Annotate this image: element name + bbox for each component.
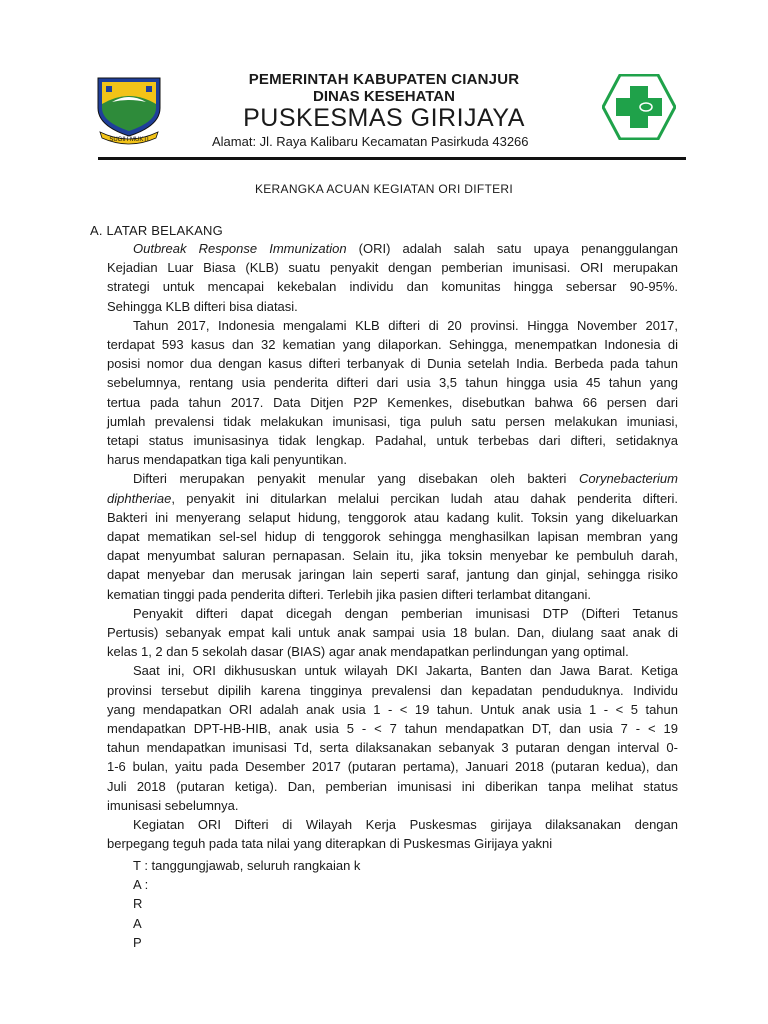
paragraph-line: Tahun 2017, Indonesia mengalami KLB difteri di 20 provinsi. Hingga November 2017, bbox=[133, 317, 678, 333]
values-list-item: R bbox=[133, 896, 143, 912]
paragraph-line: Sehingga KLB difteri bisa diatasi. bbox=[107, 298, 298, 314]
values-list-item: A bbox=[133, 915, 142, 931]
paragraph-line: 1-6 bulan, yaitu pada Desember 2017 (putaran pertama), Januari 2018 (putaran kedua), dan bbox=[107, 759, 678, 775]
paragraph-line: yang mendapatkan ORI adalah anak usia 1 - < 19 tahun. Untuk anak usia 1 - < 5 tahun bbox=[107, 701, 678, 717]
paragraph-line: dapat menyebar dan merusak jaringan lain seperti saraf, jantung dan ginjal, sehingga risiko bbox=[107, 567, 678, 583]
paragraph-line: dapat menyumbat saluran pernapasan. Selain itu, jika toksin menyebar ke pembuluh darah, bbox=[107, 548, 678, 564]
paragraph-line: berpegang teguh pada tata nilai yang diterapkan di Puskesmas Girijaya yakni bbox=[107, 836, 553, 852]
paragraph-line: jumlah prevalensi tidak melakukan imunisasi, tiga puluh satu persen melakukan imuniasi, bbox=[107, 413, 678, 429]
paragraph-line: Saat ini, ORI dikhususkan untuk wilayah DKI Jakarta, Banten dan Jawa Barat. Ketiga bbox=[133, 663, 678, 679]
paragraph bbox=[107, 661, 678, 815]
paragraph-line: provinsi tersebut dipilih karena tingginya prevalensi dan kepadatan penduduknya. Individu bbox=[107, 682, 678, 698]
paragraph bbox=[107, 239, 678, 316]
department-header: DINAS KESEHATAN bbox=[313, 88, 455, 105]
paragraph-line: sebelumnya, rentang usia penderita difteri dari usia 3,5 tahun hingga usia 45 tahun yang bbox=[107, 375, 678, 391]
paragraph-line: dapat mematikan sel-sel hidup di tenggorok sehingga menghasilkan lapisan membran yang bbox=[107, 529, 678, 545]
emblem-motto: SUGIH MUKTI bbox=[109, 137, 149, 143]
government-header: PEMERINTAH KABUPATEN CIANJUR bbox=[248, 71, 520, 88]
values-list-item: P bbox=[133, 934, 142, 950]
puskesmas-name: PUSKESMAS GIRIJAYA bbox=[243, 104, 525, 132]
values-list bbox=[133, 856, 360, 952]
paragraph-line: kematian tinggi pada penderita difteri. Terlebih jika pasien difteri terlambat ditangani. bbox=[107, 586, 591, 602]
paragraph-line: Pertusis) sebanyak empat kali untuk anak sampai usia 18 bulan. Dan, diulang saat anak di bbox=[107, 625, 678, 641]
body-text bbox=[107, 239, 678, 854]
values-list-item: A : bbox=[133, 877, 149, 893]
paragraph-line: diphtheriae, penyakit ini ditularkan melalui percikan ludah atau dahak penderita difteri. bbox=[107, 490, 678, 506]
paragraph bbox=[107, 316, 678, 470]
paragraph bbox=[107, 469, 678, 603]
paragraph-line: Juli 2018 (putaran ketiga). Dan, pemberian imunisasi ini diberikan tanpa melihat status bbox=[107, 778, 678, 794]
paragraph bbox=[107, 815, 678, 853]
paragraph-line: kelas 1, 2 dan 5 sekolah dasar (BIAS) agar anak mendapatkan perlindungan yang optimal. bbox=[107, 644, 629, 660]
paragraph-line: tahun mendapatkan imunisasi Td, serta dilaksanakan sebanyak 3 putaran dengan interval 0- bbox=[107, 740, 678, 756]
document-title: KERANGKA ACUAN KEGIATAN ORI DIFTERI bbox=[254, 182, 514, 196]
paragraph-line: mendapatkan DPT-HB-HIB, anak usia 5 - < 7 tahun mendapatkan DT, dan usia 7 - < 19 bbox=[107, 721, 678, 737]
paragraph-line: Difteri merupakan penyakit menular yang disebakan oleh bakteri Corynebacterium bbox=[133, 471, 678, 487]
paragraph-line: posisi nomor dua dengan kasus difteri terbanyak di Dunia setelah India. Berbeda pada tahun bbox=[107, 356, 678, 372]
paragraph-line: harus mendapatkan tiga kali penyuntikan. bbox=[107, 452, 347, 468]
paragraph-line: tetapi status imunisasinya tidak lengkap. Padahal, untuk terbebas dari difteri, setidaknya bbox=[107, 433, 678, 449]
paragraph-line: Penyakit difteri dapat dicegah dengan pemberian imunisasi DTP (Difteri Tetanus bbox=[133, 605, 678, 621]
paragraph-line: strategi untuk mencapai kekebalan individu dan komunitas hingga sebersar 90-95%. bbox=[107, 279, 678, 295]
values-list-item: T : tanggungjawab, seluruh rangkaian k bbox=[133, 858, 361, 873]
paragraph-line: Outbreak Response Immunization (ORI) adalah salah satu upaya penanggulangan bbox=[133, 241, 678, 256]
paragraph-line: terdapat 593 kasus dan 32 kematian yang dilaporkan. Sehingga, menempatkan Indonesia di bbox=[107, 337, 678, 353]
paragraph-line: Bakteri ini menyerang selaput hidung, tenggorok atau kadang kulit. Toksin yang dikeluarkan bbox=[107, 509, 678, 525]
paragraph-line: imunisasi sebelumnya. bbox=[107, 797, 239, 813]
section-heading: A. LATAR BELAKANG bbox=[90, 223, 223, 238]
paragraph bbox=[107, 604, 678, 662]
paragraph-line: Kejadian Luar Biasa (KLB) suatu penyakit dengan pemberian imunisasi. ORI merupakan bbox=[107, 260, 678, 276]
paragraph-line: Kegiatan ORI Difteri di Wilayah Kerja Puskesmas girijaya dilaksanakan dengan bbox=[133, 817, 678, 833]
address-line: Alamat: Jl. Raya Kalibaru Kecamatan Pasirkuda 43266 bbox=[212, 134, 529, 149]
paragraph-line: tertua pada tahun 2017. Data Ditjen P2P Kemenkes, disebutkan bahwa 66 persen dari bbox=[107, 394, 678, 410]
header-divider bbox=[98, 157, 686, 160]
